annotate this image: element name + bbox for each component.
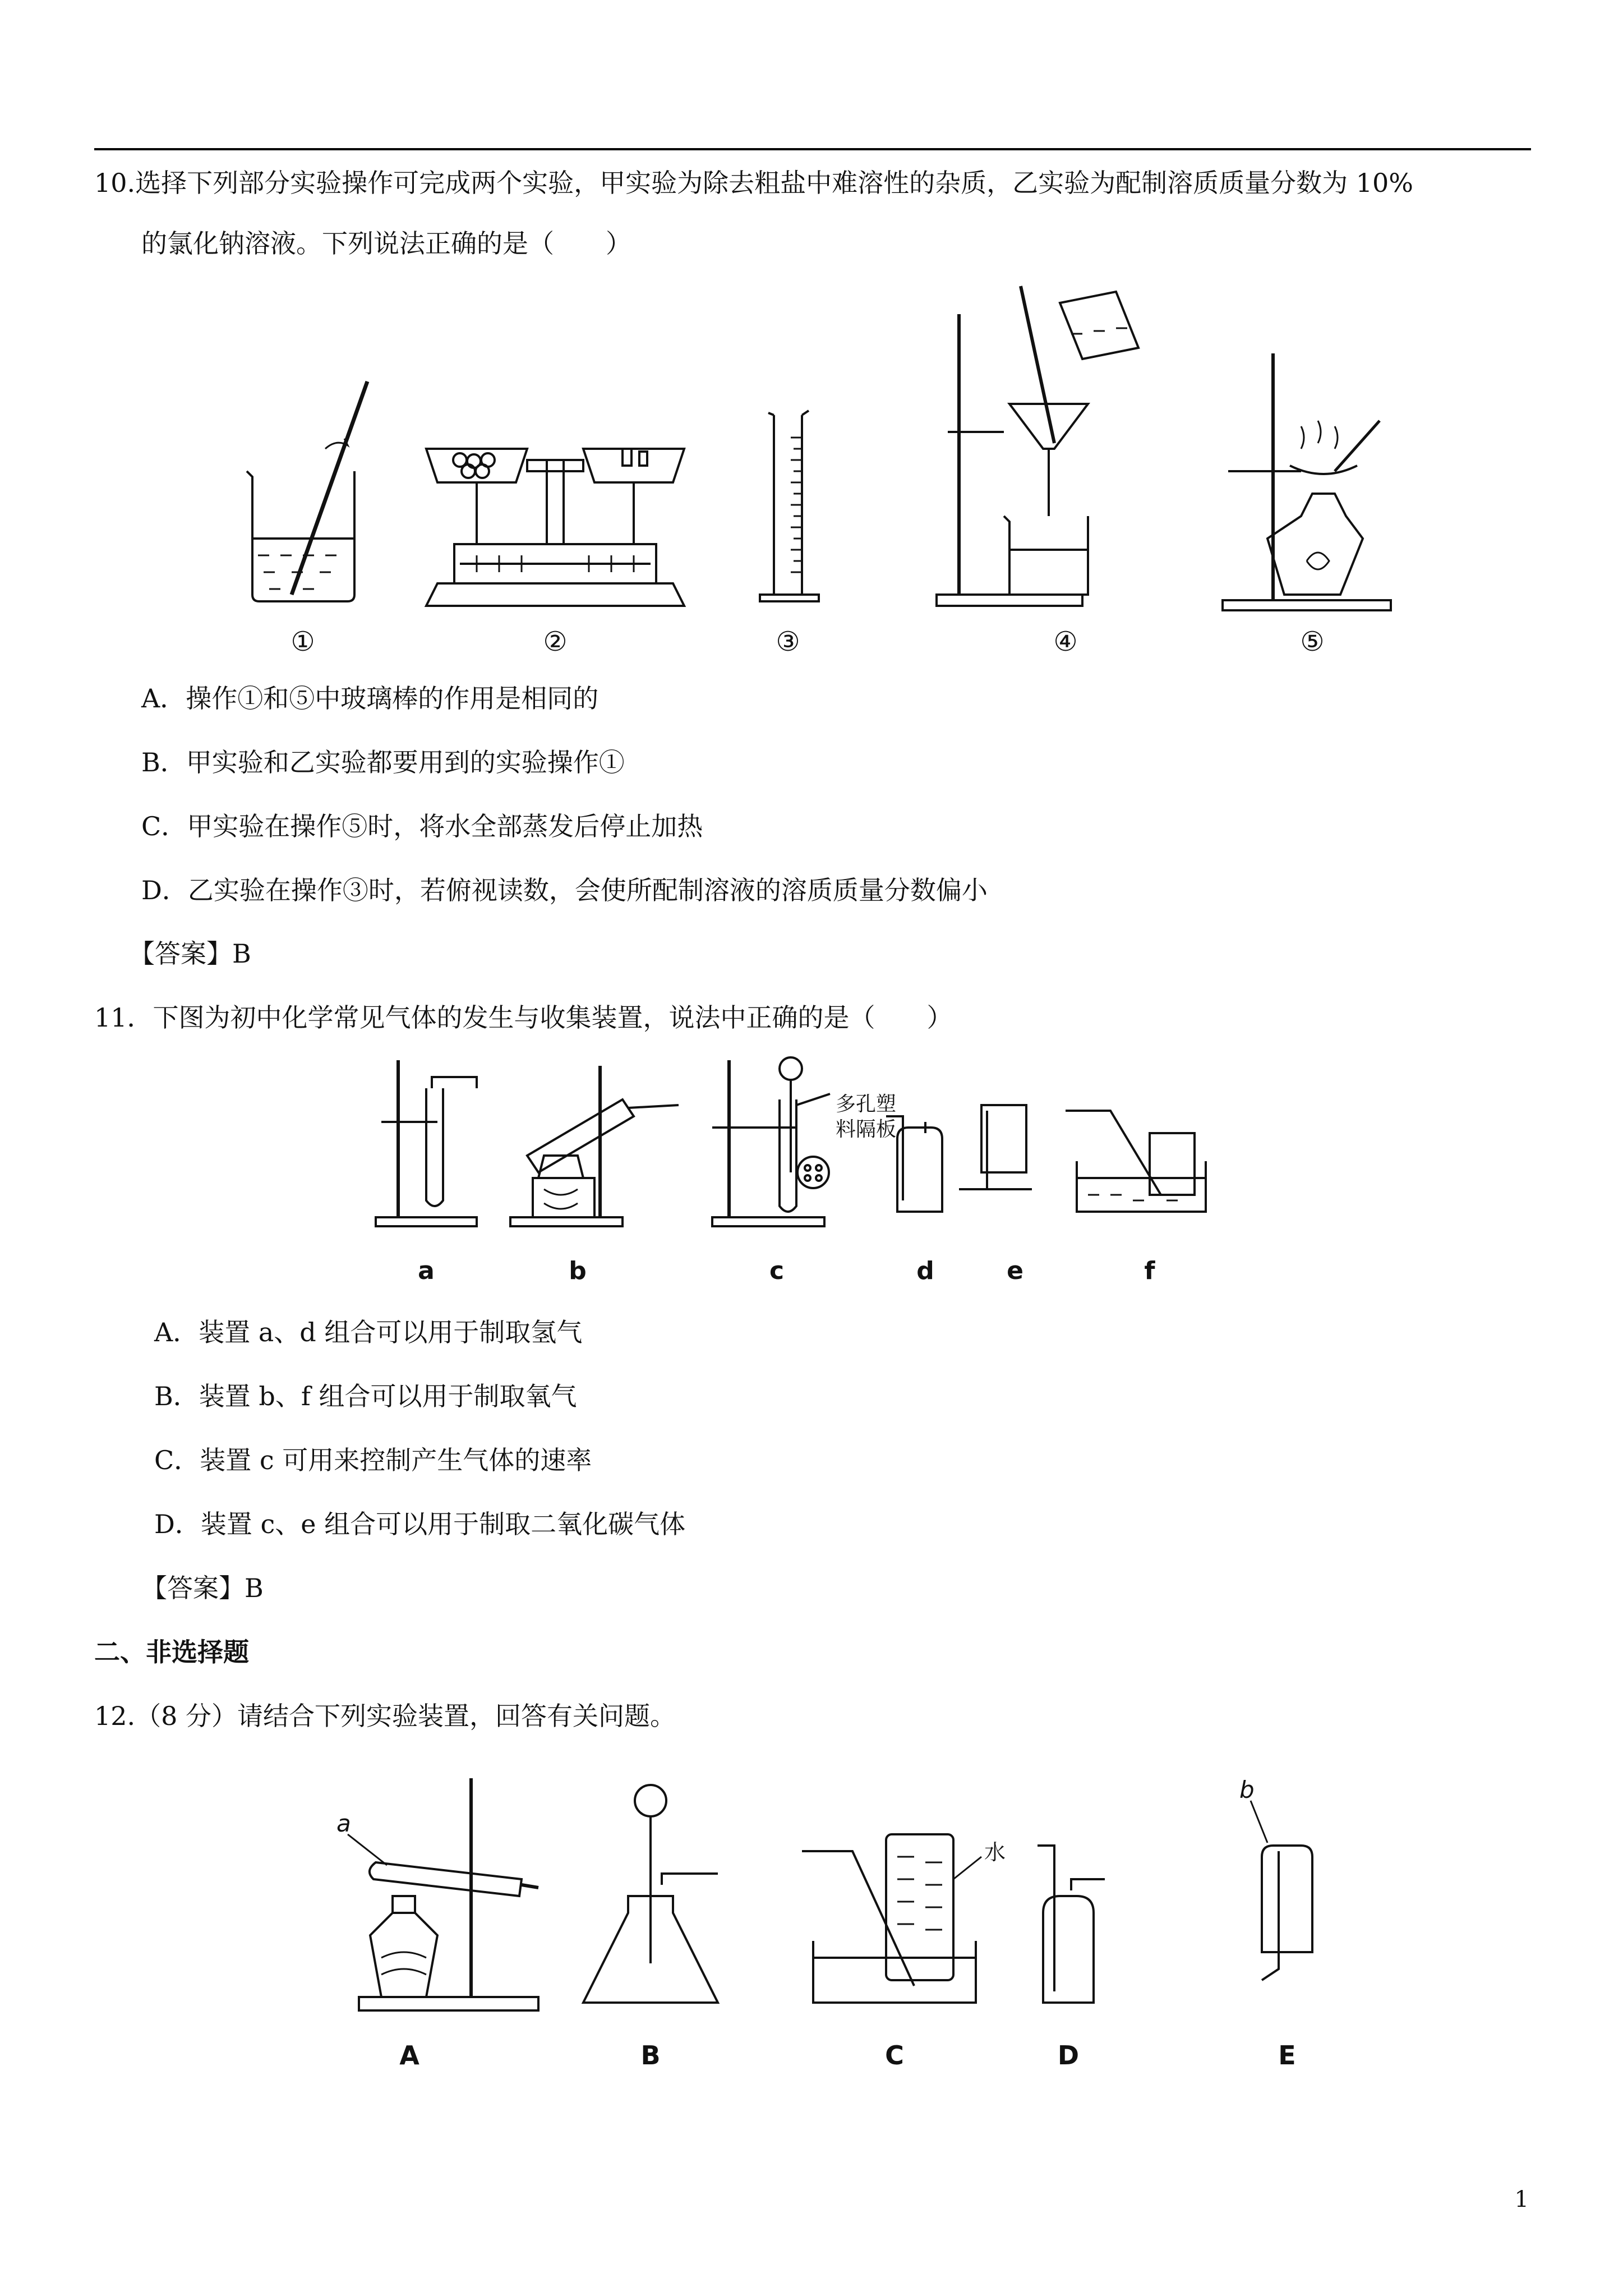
graduated-cylinder-figure (760, 411, 819, 601)
q12-label-E: E (1278, 2040, 1296, 2070)
apparatus-C (802, 1834, 981, 2003)
q10-label-3: ③ (776, 626, 800, 657)
q10-label-5: ⑤ (1300, 626, 1325, 657)
q11-option-b: B．装置 b、f 组合可以用于制取氧气 (154, 1381, 577, 1411)
q12-label-C: C (885, 2040, 904, 2070)
balance-figure (426, 449, 684, 606)
apparatus-f (1066, 1111, 1206, 1212)
page-number: 1 (1514, 2187, 1529, 2212)
q11-option-c: C．装置 c 可用来控制产生气体的速率 (154, 1445, 592, 1475)
header-rule (94, 148, 1531, 150)
q10-label-2: ② (543, 626, 568, 657)
apparatus-B (583, 1785, 718, 2003)
q10-option-d: D．乙实验在操作③时，若俯视读数，会使所配制溶液的溶质质量分数偏小 (141, 875, 988, 905)
q11-option-a: A．装置 a、d 组合可以用于制取氢气 (154, 1317, 583, 1347)
q11-label-e: e (1007, 1257, 1023, 1285)
q12-stem: 12.（8 分）请结合下列实验装置，回答有关问题。 (94, 1701, 676, 1731)
q11-label-c: c (769, 1257, 785, 1285)
apparatus-a (376, 1060, 477, 1226)
q10-answer: 【答案】B (129, 938, 251, 969)
q10-option-a: A．操作①和⑤中玻璃棒的作用是相同的 (141, 683, 599, 714)
q11-annotation-line2: 料隔板 (836, 1118, 897, 1141)
q10-figure (236, 280, 1413, 662)
q11-label-f: f (1144, 1257, 1155, 1285)
apparatus-e (959, 1105, 1032, 1189)
apparatus-A (348, 1778, 538, 2010)
apparatus-D (1038, 1846, 1105, 2003)
q10-label-4: ④ (1053, 626, 1078, 657)
q12-figure (314, 1767, 1413, 2081)
q11-label-d: d (916, 1257, 934, 1285)
q10-option-c: C．甲实验在操作⑤时，将水全部蒸发后停止加热 (141, 811, 703, 841)
q10-stem-line2: 的氯化钠溶液。下列说法正确的是（ ） (141, 228, 631, 259)
q11-option-d: D．装置 c、e 组合可以用于制取二氧化碳气体 (154, 1509, 686, 1539)
q11-stem: 11．下图为初中化学常见气体的发生与收集装置，说法中正确的是（ ） (94, 1002, 953, 1033)
q11-figure (365, 1049, 1273, 1296)
q12-label-A: A (399, 2040, 419, 2070)
apparatus-E (1251, 1801, 1312, 1980)
q12-annotation-water: 水 (984, 1840, 1006, 1865)
evaporation-figure (1223, 353, 1391, 610)
q12-label-D: D (1057, 2040, 1080, 2070)
q11-label-a: a (418, 1257, 435, 1285)
q12-annotation-b: b (1239, 1776, 1255, 1803)
q12-label-B: B (640, 2040, 661, 2070)
q11-answer: 【答案】B (141, 1573, 264, 1603)
apparatus-b (510, 1066, 679, 1226)
q10-stem-line1: 10.选择下列部分实验操作可完成两个实验，甲实验为除去粗盐中难溶性的杂质，乙实验为配制溶质质量分数为 10% (94, 168, 1414, 198)
q11-annotation-line1: 多孔塑 (836, 1093, 897, 1116)
q10-option-b: B．甲实验和乙实验都要用到的实验操作① (141, 747, 625, 777)
section-heading: 二、非选择题 (94, 1637, 249, 1667)
q12-annotation-a: a (336, 1810, 351, 1837)
q10-label-1: ① (291, 626, 315, 657)
apparatus-c (712, 1057, 830, 1226)
beaker-stirring-figure (247, 381, 367, 601)
q11-label-b: b (569, 1257, 587, 1285)
filtration-figure (937, 286, 1138, 606)
